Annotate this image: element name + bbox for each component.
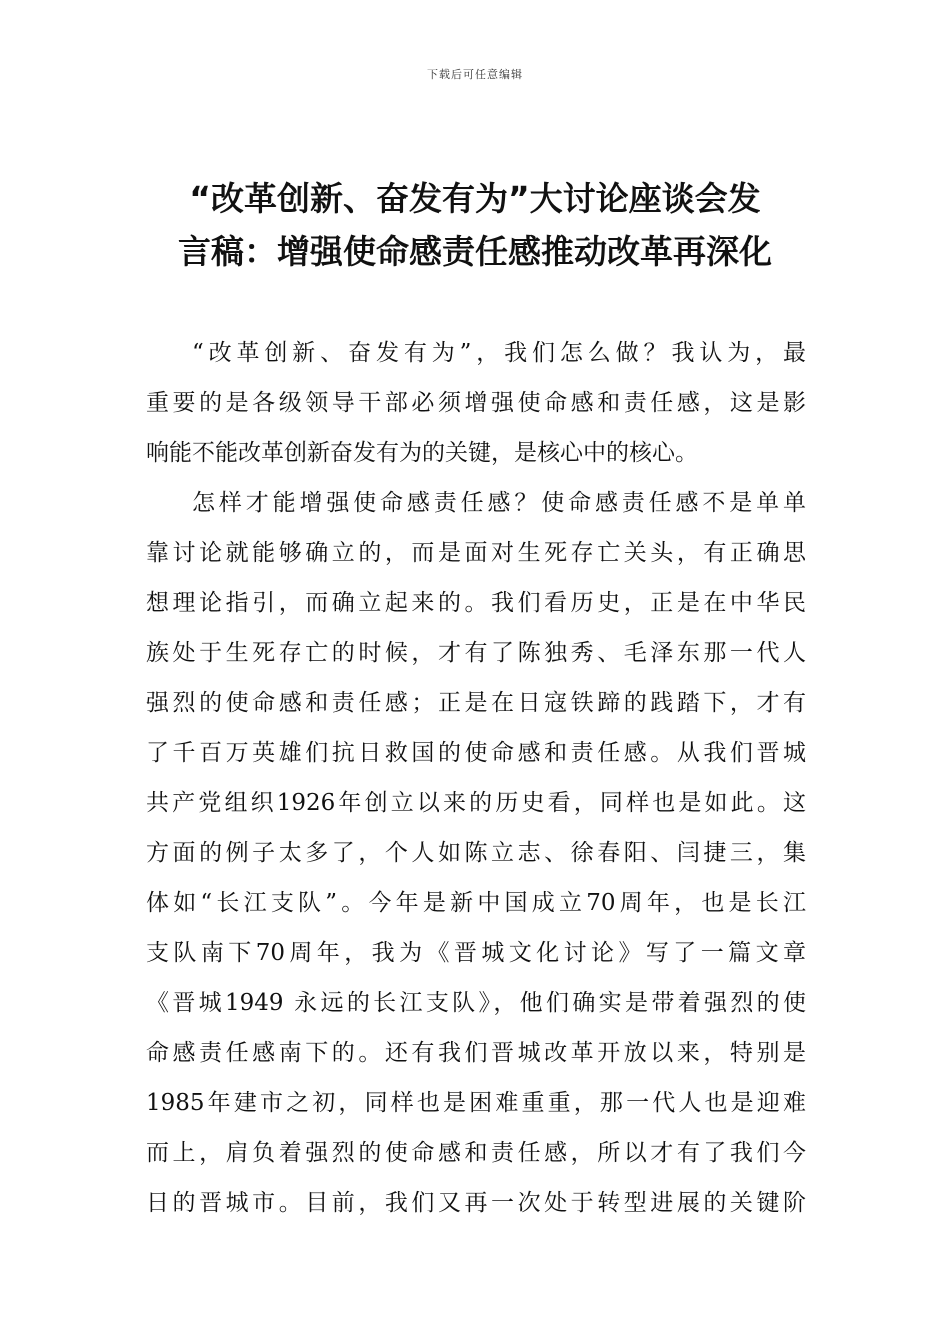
title-line: “改革创新、奋发有为”大讨论座谈会发 [189, 179, 761, 218]
paragraph-line: 想理论指引，而确立起来的。我们看历史，正是在中华民 [146, 590, 806, 616]
paragraph-line: 支队南下70周年，我为《晋城文化讨论》写了一篇文章 [146, 940, 806, 966]
paragraph-line: 日的晋城市。目前，我们又再一次处于转型进展的关键阶 [146, 1190, 806, 1216]
paragraph-line: 强烈的使命感和责任感；正是在日寇铁蹄的践踏下，才有 [146, 690, 806, 716]
paragraph-line: 体如“长江支队”。今年是新中国成立70周年，也是长江 [146, 890, 806, 916]
paragraph-line: 族处于生死存亡的时候，才有了陈独秀、毛泽东那一代人 [146, 640, 806, 666]
paragraph-line: “改革创新、奋发有为”，我们怎么做？我认为，最 [192, 340, 806, 366]
paragraph-line: 共产党组织1926年创立以来的历史看，同样也是如此。这 [146, 790, 806, 816]
paragraph-line: 怎样才能增强使命感责任感？使命感责任感不是单单 [192, 490, 806, 516]
paragraph-line: 了千百万英雄们抗日救国的使命感和责任感。从我们晋城 [146, 740, 806, 766]
paragraph-line: 而上，肩负着强烈的使命感和责任感，所以才有了我们今 [146, 1140, 806, 1166]
document-title [100, 172, 850, 278]
paragraph-line: 1985年建市之初，同样也是困难重重，那一代人也是迎难 [146, 1090, 806, 1116]
document-body [146, 328, 806, 1228]
paragraph-line: 靠讨论就能够确立的，而是面对生死存亡关头，有正确思 [146, 540, 806, 566]
paragraph-line: 重要的是各级领导干部必须增强使命感和责任感，这是影 [146, 390, 806, 416]
title-line: 言稿：增强使命感责任感推动改革再深化 [178, 232, 772, 271]
paragraph-line: 响能不能改革创新奋发有为的关键，是核心中的核心。 [146, 440, 698, 466]
paragraph-line: 方面的例子太多了，个人如陈立志、徐春阳、闫捷三，集 [146, 840, 806, 866]
paragraph-line: 《晋城1949 永远的长江支队》，他们确实是带着强烈的使 [146, 990, 806, 1016]
header-note: 下载后可任意编辑 [427, 68, 523, 81]
paragraph-line: 命感责任感南下的。还有我们晋城改革开放以来，特别是 [146, 1040, 806, 1066]
